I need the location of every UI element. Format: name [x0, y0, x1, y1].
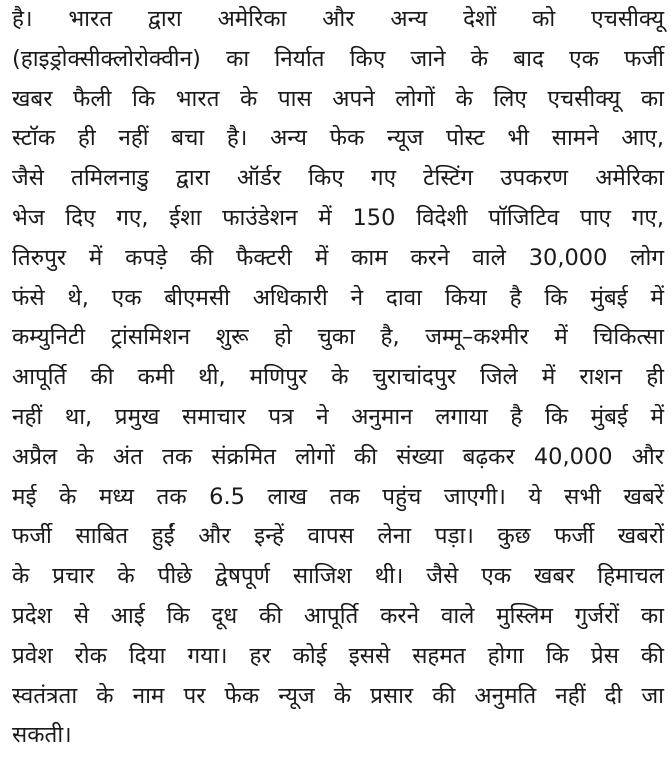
text-line: स्वतंत्रता के नाम पर फेक न्यूज के प्रसार की अनुमति नहीं दी जा: [12, 682, 664, 709]
text-line: खबर फैली कि भारत के पास अपने लोगों के लिए एचसीक्यू का: [12, 85, 664, 112]
text-line: प्रदेश से आई कि दूध की आपूर्ति करने वाले मुस्लिम गुर्जरों का: [12, 602, 664, 629]
text-line: कम्युनिटी ट्रांसमिशन शुरू हो चुका है, जम्मू–कश्मीर में चिकित्सा: [12, 324, 664, 351]
text-line: जैसे तमिलनाडु द्वारा ऑर्डर किए गए टेस्टिंग उपकरण अमेरिका: [12, 165, 664, 192]
text-line: स्टॉक ही नहीं बचा है। अन्य फेक न्यूज पोस्ट भी सामने आए,: [12, 125, 664, 152]
text-line: फर्जी साबित हुईं और इन्हें वापस लेना पड़ा। कुछ फर्जी खबरों: [12, 523, 664, 550]
text-line: भेज दिए गए, ईशा फाउंडेशन में 150 विदेशी पॉजिटिव पाए गए,: [12, 204, 664, 231]
text-line: तिरुपुर में कपड़े की फैक्टरी में काम करने वाले 30,000 लोग: [12, 244, 664, 271]
text-line: आपूर्ति की कमी थी, मणिपुर के चुराचांदपुर जिले में राशन ही: [12, 364, 664, 391]
text-line: है। भारत द्वारा अमेरिका और अन्य देशों को एचसीक्यू: [12, 6, 664, 32]
text-line: नहीं था, प्रमुख समाचार पत्र ने अनुमान लगाया है कि मुंबई में: [12, 403, 664, 430]
text-line: (हाइड्रोक्सीक्लोरोक्वीन) का निर्यात किए जाने के बाद एक फर्जी: [12, 45, 664, 72]
text-line: फंसे थे, एक बीएमसी अधिकारी ने दावा किया है कि मुंबई में: [12, 284, 664, 311]
text-line-last: सकती।: [12, 722, 72, 749]
text-line: मई के मध्य तक 6.5 लाख तक पहुंच जाएगी। ये सभी खबरें: [12, 483, 664, 510]
body-paragraph: [12, 0, 664, 756]
text-line: के प्रचार के पीछे द्वेषपूर्ण साजिश थी। जैसे एक खबर हिमाचल: [12, 563, 664, 590]
text-line: अप्रैल के अंत तक संक्रमित लोगों की संख्या बढ़कर 40,000 और: [12, 443, 664, 470]
text-line: प्रवेश रोक दिया गया। हर कोई इससे सहमत होगा कि प्रेस की: [12, 642, 664, 669]
